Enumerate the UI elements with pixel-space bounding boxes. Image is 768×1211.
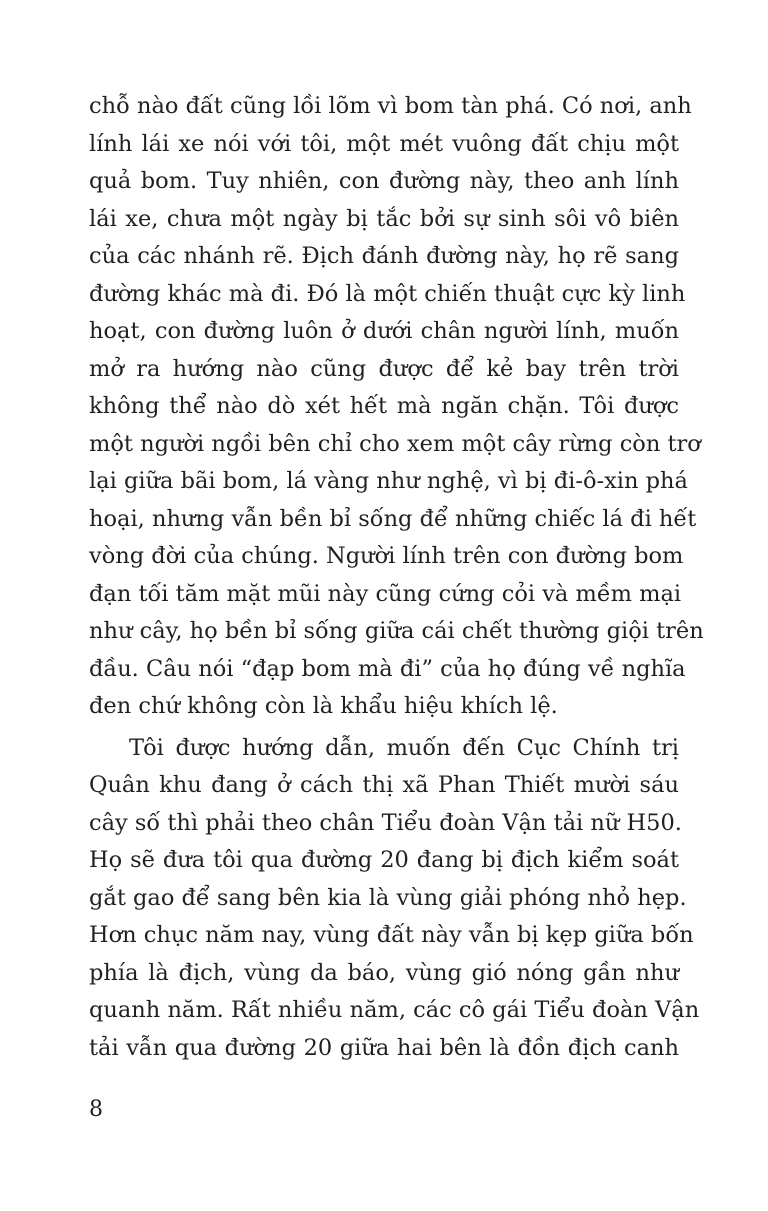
text-line: lại giữa bãi bom, lá vàng như nghệ, vì bị đi-ô-xin phá — [89, 468, 688, 494]
page-number: 8 — [89, 1097, 103, 1122]
text-line: mở ra hướng nào cũng được để kẻ bay trên trời — [89, 355, 679, 382]
text-line: gắt gao để sang bên kia là vùng giải phóng nhỏ hẹp. — [89, 884, 687, 911]
text-line: không thể nào dò xét hết mà ngăn chặn. Tôi được — [89, 393, 679, 419]
text-line: cây số thì phải theo chân Tiểu đoàn Vận tải nữ H50. — [89, 809, 682, 836]
paragraph-1 — [89, 88, 704, 726]
text-line: tải vẫn qua đường 20 giữa hai bên là đồn địch canh — [89, 1034, 679, 1061]
text-line: quanh năm. Rất nhiều năm, các cô gái Tiểu đoàn Vận — [89, 997, 700, 1023]
text-line: một người ngồi bên chỉ cho xem một cây rừng còn trơ — [89, 430, 701, 457]
text-line: của các nhánh rẽ. Địch đánh đường này, họ rẽ sang — [89, 243, 679, 269]
text-line: hoạt, con đường luôn ở dưới chân người lính, muốn — [89, 318, 679, 344]
text-line: Hơn chục năm nay, vùng đất này vẫn bị kẹp giữa bốn — [89, 922, 694, 948]
text-line: chỗ nào đất cũng lồi lõm vì bom tàn phá. Có nơi, anh — [89, 93, 692, 119]
text-line: quả bom. Tuy nhiên, con đường này, theo anh lính — [89, 168, 679, 194]
paragraph-2 — [89, 730, 700, 1068]
text-line: Quân khu đang ở cách thị xã Phan Thiết mười sáu — [89, 772, 679, 798]
text-line: phía là địch, vùng da báo, vùng gió nóng gần như — [89, 959, 679, 986]
text-line: đạn tối tăm mặt mũi này cũng cứng cỏi và mềm mại — [89, 580, 682, 607]
text-line: đầu. Câu nói “đạp bom mà đi” của họ đúng về nghĩa — [89, 655, 686, 682]
text-line: lính lái xe nói với tôi, một mét vuông đất chịu một — [89, 130, 679, 157]
body-text — [89, 88, 704, 1067]
text-line: lái xe, chưa một ngày bị tắc bởi sự sinh sôi vô biên — [89, 205, 679, 232]
text-line: Tôi được hướng dẫn, muốn đến Cục Chính trị — [129, 734, 679, 761]
text-line: hoại, nhưng vẫn bền bỉ sống để những chiếc lá đi hết — [89, 505, 697, 532]
text-line: Họ sẽ đưa tôi qua đường 20 đang bị địch kiểm soát — [89, 847, 679, 873]
text-line: đường khác mà đi. Đó là một chiến thuật cực kỳ linh — [89, 280, 686, 307]
text-line: đen chứ không còn là khẩu hiệu khích lệ. — [89, 693, 558, 719]
text-line: như cây, họ bền bỉ sống giữa cái chết thường giội trên — [89, 618, 704, 644]
text-line: vòng đời của chúng. Người lính trên con đường bom — [89, 543, 684, 569]
